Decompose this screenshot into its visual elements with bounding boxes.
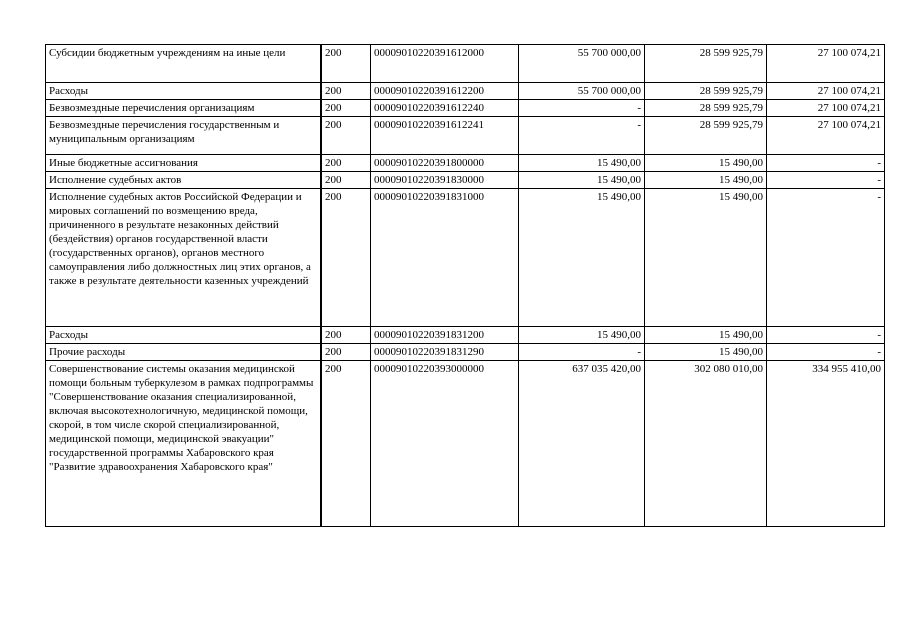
row-code-cell: 200: [321, 327, 371, 344]
table-row: [46, 361, 885, 527]
row-executed-cell: 28 599 925,79: [645, 117, 767, 155]
table-row: [46, 189, 885, 327]
row-plan-cell: 15 490,00: [519, 155, 645, 172]
table-body: [46, 45, 885, 527]
table-row: [46, 45, 885, 83]
row-name-cell: Прочие расходы: [46, 344, 322, 361]
row-remaining-cell: -: [767, 344, 885, 361]
row-name-cell: Расходы: [46, 327, 322, 344]
row-executed-cell: 28 599 925,79: [645, 83, 767, 100]
row-code-cell: 200: [321, 83, 371, 100]
row-executed-cell: 15 490,00: [645, 155, 767, 172]
row-name-cell: Иные бюджетные ассигнования: [46, 155, 322, 172]
row-executed-cell: 28 599 925,79: [645, 45, 767, 83]
row-kbk-cell: 00009010220391831000: [371, 189, 519, 327]
row-code-cell: 200: [321, 117, 371, 155]
row-kbk-cell: 00009010220391800000: [371, 155, 519, 172]
table-row: [46, 172, 885, 189]
row-name-cell: Субсидии бюджетным учреждениям на иные цели: [46, 45, 322, 83]
row-kbk-cell: 00009010220391612241: [371, 117, 519, 155]
row-code-cell: 200: [321, 344, 371, 361]
row-plan-cell: 15 490,00: [519, 189, 645, 327]
row-name-cell: Исполнение судебных актов: [46, 172, 322, 189]
row-name-cell: Совершенствование системы оказания медицинской помощи больным туберкулезом в рамках подпрограммы "Совершенствование оказания специализированной, включая высокотехнологичную, медицинской помощи, скорой, в том числе скорой специализированной, медицинской помощи, медицинской эвакуации" государственной программы Хабаровского края "Развитие здравоохранения Хабаровского края": [46, 361, 322, 527]
row-executed-cell: 302 080 010,00: [645, 361, 767, 527]
table-row: [46, 100, 885, 117]
row-kbk-cell: 00009010220393000000: [371, 361, 519, 527]
row-remaining-cell: -: [767, 172, 885, 189]
table-row: [46, 327, 885, 344]
row-remaining-cell: 27 100 074,21: [767, 100, 885, 117]
table-row: [46, 155, 885, 172]
row-kbk-cell: 00009010220391612000: [371, 45, 519, 83]
row-executed-cell: 15 490,00: [645, 172, 767, 189]
row-kbk-cell: 00009010220391831290: [371, 344, 519, 361]
row-name-cell: Безвозмездные перечисления государственным и муниципальным организациям: [46, 117, 322, 155]
row-plan-cell: -: [519, 117, 645, 155]
row-code-cell: 200: [321, 100, 371, 117]
table-row: [46, 344, 885, 361]
table-row: [46, 83, 885, 100]
row-remaining-cell: 27 100 074,21: [767, 45, 885, 83]
row-plan-cell: -: [519, 344, 645, 361]
row-name-cell: Безвозмездные перечисления организациям: [46, 100, 322, 117]
row-executed-cell: 15 490,00: [645, 344, 767, 361]
row-remaining-cell: -: [767, 155, 885, 172]
budget-execution-table: [45, 44, 885, 527]
row-plan-cell: 15 490,00: [519, 327, 645, 344]
row-executed-cell: 28 599 925,79: [645, 100, 767, 117]
row-name-cell: Расходы: [46, 83, 322, 100]
row-code-cell: 200: [321, 361, 371, 527]
row-kbk-cell: 00009010220391830000: [371, 172, 519, 189]
row-code-cell: 200: [321, 189, 371, 327]
row-plan-cell: 55 700 000,00: [519, 45, 645, 83]
row-remaining-cell: -: [767, 327, 885, 344]
row-kbk-cell: 00009010220391612240: [371, 100, 519, 117]
row-kbk-cell: 00009010220391831200: [371, 327, 519, 344]
row-remaining-cell: -: [767, 189, 885, 327]
row-plan-cell: 637 035 420,00: [519, 361, 645, 527]
row-name-cell: Исполнение судебных актов Российской Федерации и мировых соглашений по возмещению вреда, причиненного в результате незаконных действий (бездействия) органов государственной власти (государственных органов), органов местного самоуправления либо должностных лиц этих органов, а также в результате деятельности казенных учреждений: [46, 189, 322, 327]
row-remaining-cell: 334 955 410,00: [767, 361, 885, 527]
row-code-cell: 200: [321, 45, 371, 83]
row-executed-cell: 15 490,00: [645, 189, 767, 327]
row-plan-cell: 55 700 000,00: [519, 83, 645, 100]
row-plan-cell: 15 490,00: [519, 172, 645, 189]
row-executed-cell: 15 490,00: [645, 327, 767, 344]
row-code-cell: 200: [321, 155, 371, 172]
table-row: [46, 117, 885, 155]
row-code-cell: 200: [321, 172, 371, 189]
row-plan-cell: -: [519, 100, 645, 117]
row-remaining-cell: 27 100 074,21: [767, 117, 885, 155]
row-remaining-cell: 27 100 074,21: [767, 83, 885, 100]
row-kbk-cell: 00009010220391612200: [371, 83, 519, 100]
